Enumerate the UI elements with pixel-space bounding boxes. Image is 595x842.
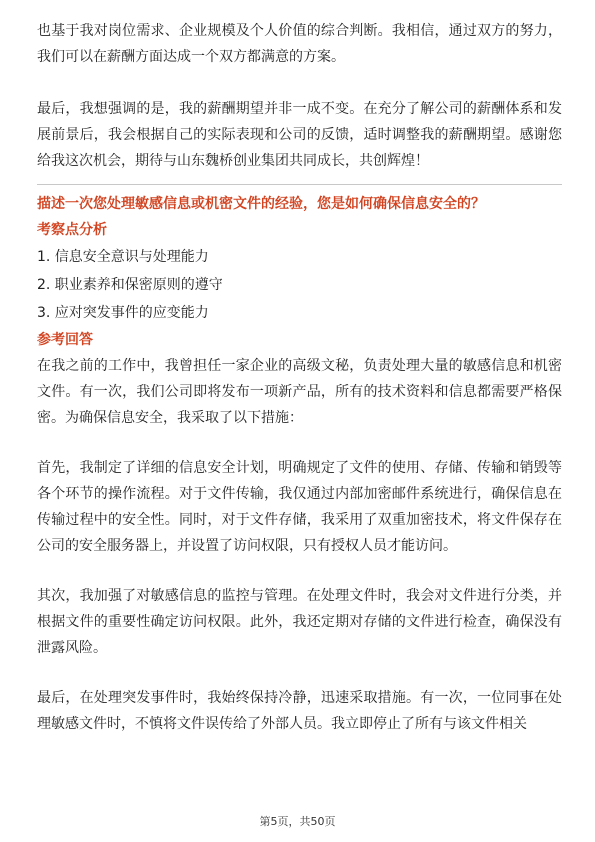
answer-paragraph-1: 在我之前的工作中，我曾担任一家企业的高级文秘，负责处理大量的敏感信息和机密文件。有一次，我们公司即将发布一项新产品，所有的技术资料和信息都需要严格保密。为确保信息安全，我采取了以下措施： (37, 358, 562, 426)
analysis-point: 2. 职业素养和保密原则的遵守 (37, 277, 223, 293)
analysis-point: 3. 应对突发事件的应变能力 (37, 305, 209, 321)
paragraph-gap (37, 559, 562, 583)
document-content (37, 18, 562, 737)
answer-paragraph-3: 其次，我加强了对敏感信息的监控与管理。在处理文件时，我会对文件进行分类，并根据文件的重要性确定访问权限。此外，我还定期对存储的文件进行检查，确保没有泄露风险。 (37, 588, 562, 656)
section-divider (37, 184, 562, 185)
analysis-point: 1. 信息安全意识与处理能力 (37, 249, 209, 265)
answer-paragraph-4: 最后，在处理突发事件时，我始终保持冷静，迅速采取措施。有一次，一位同事在处理敏感文件时，不慎将文件误传给了外部人员。我立即停止了所有与该文件相关 (37, 690, 562, 732)
paragraph-gap (37, 431, 562, 455)
analysis-heading: 考察点分析 (37, 222, 107, 238)
answer-heading: 参考回答 (37, 332, 93, 348)
paragraph-gap (37, 661, 562, 685)
intro-paragraph-1: 也基于我对岗位需求、企业规模及个人价值的综合判断。我相信，通过双方的努力，我们可以在薪酬方面达成一个双方都满意的方案。 (37, 23, 562, 65)
paragraph-gap (37, 70, 562, 96)
question-heading: 描述一次您处理敏感信息或机密文件的经验，您是如何确保信息安全的？ (37, 196, 485, 212)
analysis-points-list (37, 243, 562, 327)
page-number-footer: 第5页，共50页 (259, 815, 336, 828)
answer-paragraph-2: 首先，我制定了详细的信息安全计划，明确规定了文件的使用、存储、传输和销毁等各个环节的操作流程。对于文件传输，我仅通过内部加密邮件系统进行，确保信息在传输过程中的安全性。同时，对于文件存储，我采用了双重加密技术，将文件保存在公司的安全服务器上，并设置了访问权限，只有授权人员才能访问。 (37, 460, 562, 554)
intro-paragraph-2: 最后，我想强调的是，我的薪酬期望并非一成不变。在充分了解公司的薪酬体系和发展前景后，我会根据自己的实际表现和公司的反馈，适时调整我的薪酬期望。感谢您给我这次机会，期待与山东魏桥创业集团共同成长，共创辉煌！ (37, 101, 562, 169)
